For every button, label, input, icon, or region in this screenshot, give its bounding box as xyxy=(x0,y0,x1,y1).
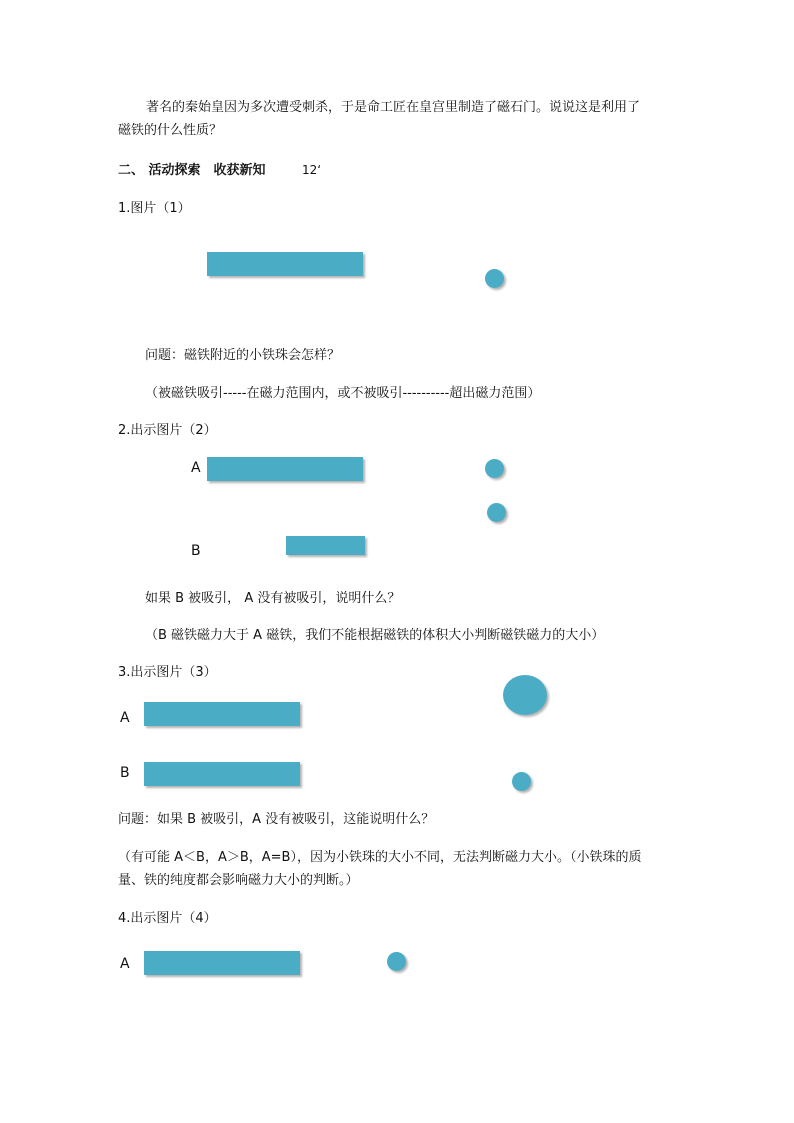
figure-2-label-b: B xyxy=(191,543,201,559)
intro-line-2: 磁铁的什么性质？ xyxy=(118,123,223,138)
figure-3-small-iron-ball xyxy=(512,772,531,791)
item-3-answer-line-2: 量、铁的纯度都会影响磁力大小的判断。） xyxy=(118,873,359,888)
item-3-question: 问题：如果 B 被吸引，A 没有被吸引，这能说明什么？ xyxy=(118,812,435,827)
figure-3-magnet-a xyxy=(144,702,300,726)
figure-1-iron-ball xyxy=(485,269,504,288)
figure-2-iron-ball-a xyxy=(485,459,504,478)
figure-3-label-a: A xyxy=(120,710,130,726)
item-2-heading: 2.出示图片（2） xyxy=(118,423,217,438)
figure-4-label-a: A xyxy=(120,956,130,972)
figure-3-label-b: B xyxy=(120,765,130,781)
item-1-answer: （被磁铁吸引-----在磁力范围内，或不被吸引----------超出磁力范围） xyxy=(145,386,541,401)
section-title: 二、 活动探索 收获新知 xyxy=(118,163,266,178)
figure-2-label-a: A xyxy=(191,460,201,476)
figure-2-iron-ball-b xyxy=(487,503,506,522)
item-3-answer-line-1: （有可能 A＜B，A＞B，A=B），因为小铁珠的大小不同，无法判断磁力大小。（小铁珠的质 xyxy=(118,850,642,865)
figure-4-magnet-a xyxy=(144,951,300,975)
intro-line-1: 著名的秦始皇因为多次遭受刺杀，于是命工匠在皇宫里制造了磁石门。说说这是利用了 xyxy=(146,100,641,115)
item-2-answer: （B 磁铁磁力大于 A 磁铁，我们不能根据磁铁的体积大小判断磁铁磁力的大小） xyxy=(145,628,605,643)
item-1-heading: 1.图片（1） xyxy=(118,201,191,216)
section-time: 12‘ xyxy=(302,163,322,177)
figure-1-magnet xyxy=(207,252,363,276)
item-3-heading: 3.出示图片（3） xyxy=(118,665,217,680)
figure-3-magnet-b xyxy=(144,762,300,786)
figure-2-magnet-b xyxy=(286,536,365,555)
item-1-question: 问题：磁铁附近的小铁珠会怎样？ xyxy=(145,348,341,363)
figure-3-large-iron-ball xyxy=(503,675,547,715)
figure-4-iron-ball xyxy=(387,952,406,971)
item-4-heading: 4.出示图片（4） xyxy=(118,911,217,926)
item-2-question: 如果 B 被吸引， A 没有被吸引，说明什么？ xyxy=(145,591,401,606)
figure-2-magnet-a xyxy=(207,457,363,481)
